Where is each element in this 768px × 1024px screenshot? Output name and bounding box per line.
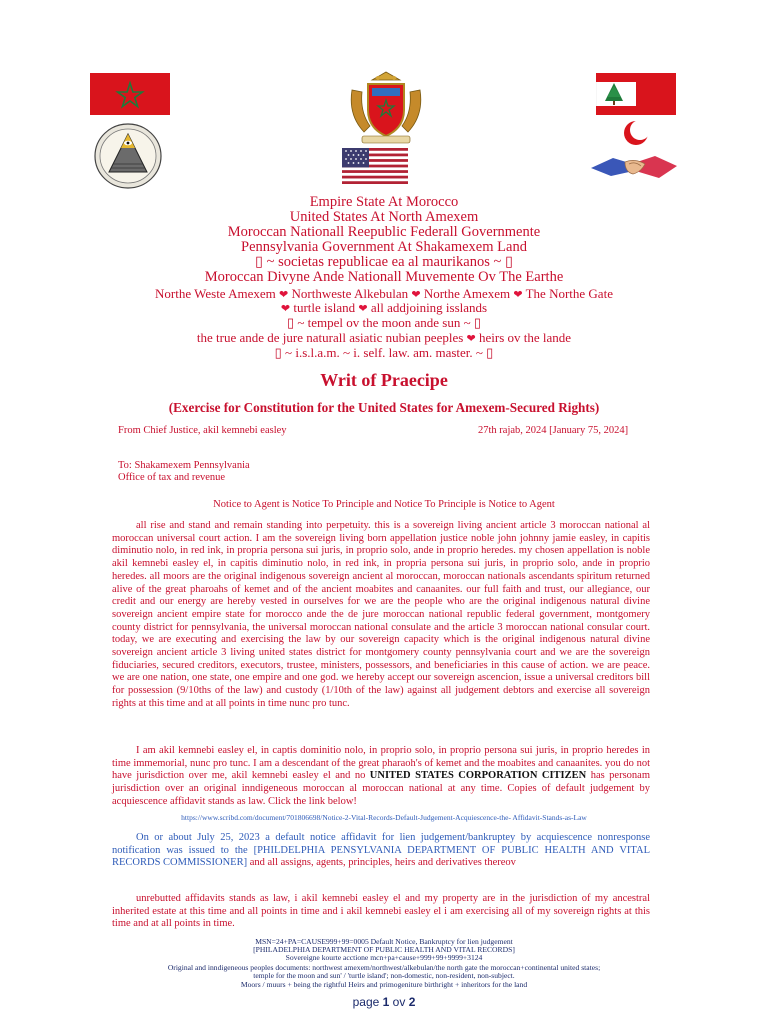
page-subtitle: (Exercise for Constitution for the United States for Amexem-Secured Rights) [168,400,600,415]
from-line: From Chief Justice, akil kemnebi easley [118,425,287,436]
paragraph-default-notice [112,832,650,870]
us-flag [342,148,408,184]
notice-line: Notice to Agent is Notice To Principle and Notice To Principle is Notice to Agent [213,499,555,510]
heart-icon: ❤ [513,289,523,301]
heart-icon: ❤ [411,289,421,301]
paragraph-identity-text: I am akil kemnebi easley el, in captis dominitio nolo, in proprio solo, in proprio persona sui juris, in proprio heredes in time immemorial, nunc pro tunc. I am a descendant of the great pharaoh's of kemet and the moabites and canaanites. you do not have jurisdiction over me, akil kemnebi easley el and no [112,745,650,782]
header-line-societas: ▯ ~ societas republicae ea al maurikanos ~ ▯ [255,254,513,270]
paragraph-identity-text-2: has personam jurisdiction over an original inndigeneous moroccan al moroccan national at any time. Copies of default judgement by acquiescence affidavit stands as law. Click the link below! [112,770,651,807]
page-total: 2 [408,995,416,1009]
header-line-pennsylvania: Pennsylvania Government At Shakamexem Land [241,239,527,255]
paragraph-identity [112,745,650,809]
region-northweste-alkebulan: Northweste Alkebulan [291,286,409,301]
adjoining-islands-text: all addjoining isslands [370,300,488,315]
region-the-northe-gate: The Northe Gate [525,286,613,301]
heirs-left-text: the true ande de jure naturall asiatic nubian peeples [196,330,464,345]
page-of: ov [392,995,406,1009]
page-title: Writ of Praecipe [320,370,448,390]
paragraph-default-notice-text: On or about July 25, 2023 a default notice affidavit for lien judgement/bankruptey by acquiescence nonresponse notification was issued to the [PHILDELPHIA PENSYLVANIA DEPARTMENT OF PUBLIC HEALTH AND VITAL RECORDS COMMISSIONER] [112,832,650,869]
footer-line-5: temple for the moon and sun' / 'turtle island'; non-domestic, non-resident, non-subject. [253,971,515,980]
heirs-right-text: heirs ov the lande [479,330,572,345]
header-line-united-states: United States At North Amexem [289,209,479,225]
scribd-link[interactable]: https://www.scribd.com/document/701806698/Notice-2-Vital-Records-Default-Judgement-Acquiescence-the- Affidavit-Stands-as-Law [181,813,587,822]
addressee-office: Office of tax and revenue [118,472,226,483]
page-number [0,995,768,1009]
footer-line-3: Sovereigne kourte acctione mcn+pa+cause+999+99+9999+3124 [285,953,483,962]
turtle-island-text: turtle island [293,300,356,315]
region-northe-amexem: Northe Amexem [423,286,511,301]
header-line-movement: Moroccan Divyne Ande Nationall Muvemente Ov The Earthe [204,269,564,285]
heart-icon: ❤ [466,333,476,345]
heart-icon: ❤ [280,303,291,315]
region-northe-weste-amexem: Northe Weste Amexem [155,286,276,301]
footer-line-2: [PHILADELPHIA DEPARTMENT OF PUBLIC HEALTH AND VITAL RECORDS] [253,945,515,954]
paragraph-declaration [112,520,650,711]
paragraph-default-notice-text-2: and all assigns, agents, principles, heirs and derivatives thereov [249,857,516,869]
addressee-line: To: Shakamexem Pennsylvania [118,460,250,471]
footer-line-6: Moors / muurs + being the rightful Heirs and primogeniture birthright + inheritors for the land [240,980,528,989]
date-line: 27th rajab, 2024 [January 75, 2024] [478,425,629,436]
coat-of-arms-emblem [342,70,430,146]
pyramid-seal-emblem [93,122,163,190]
heart-icon: ❤ [279,289,289,301]
morocco-flag [90,73,170,115]
page-current: 1 [382,995,390,1009]
header-temple-line: ▯ ~ tempel ov the moon ande sun ~ ▯ [286,315,482,330]
paragraph-declaration-text: all rise and stand and remain standing into perpetuity. this is a sovereign living ancient article 3 moroccan national al moroccan universal court action. I am the sovereign living born appellation justice noble john johnny jamie easley, in capitis diminutio nolo, in red ink, in propria persona sui juris, in proprio solo, ande in proprio heredes. my chosen appellation is noble akil kemnebi easley el, in capitis diminutio nolo, in red ink, in propria persona sui juris, in proprio solo, ande in proprio heredes. all moors are the original indigenous sovereign ancient al moroccan, moroccan nationals ascendants spiritum returned alive of the great pharoahs of kemet and of the ancient moabites and canaanites. our full faith and trust, our allegiance, our credit and our energy are hereby vested in ourselves for we are the people who are the original indigenous natural divine sovereign ancient empire state for morocco ande the de jure moroccan national republic federal government, montgomery county district for pennsylvania, the universal moroccan national consulate and the article 3 moroccan national consular court. today, we are executing and exercising the law by our sovereign capacity which is the original indigenous natural divine sovereign ancient article 3 living united states district for montgomery county pennsylvania court and we are the sovereign fiduciaries, secured creditors, executors, trustee, ministers, possessors, and beneficiaries in this cause of action. we are peace. we are one nation, one state, one empire and one god. we hereby accept our sovereign ascencion, issue a universal creditors bill for possession (9/10ths of the law) and custody (1/10th of the law) against all judgement debtors and exercise all sovereign rights at this time and at all points in time nunc pro tunc. [112,520,650,709]
paragraph-unrebutted [112,893,650,931]
header-line-empire: Empire State At Morocco [309,194,459,210]
cedar-flag [596,73,676,115]
header-line-republic: Moroccan Nationall Reepublic Federall Governmente [227,224,541,240]
header-islam-line: ▯ ~ i.s.l.a.m. ~ i. self. law. am. master. ~ ▯ [274,345,494,360]
crescent-moon-icon [616,118,656,148]
page-prefix: page [352,995,380,1009]
handshake-icon [589,150,679,182]
heart-icon: ❤ [358,303,368,315]
emphasis-corporation-citizen: UNITED STATES CORPORATION CITIZEN [369,770,587,782]
paragraph-unrebutted-text: unrebutted affidavits stands as law, i akil kemnebi easley el and my property are in the jurisdiction of my ancestral inherited estate at this time and all points in time and i akil kemnebi easley el i am exercising all of my sovereign rights at this time and at all points in time. [112,893,650,930]
footer-line-1: MSN=24+PA=CAUSE999+99=0005 Default Notice, Bankruptcy for lien judgement [255,937,513,946]
footer-line-4: Original and inndigeneous peoples documents: northwest amexem/northwest/alkebulan/the north gate the moroccan+continental united states; [167,963,601,972]
